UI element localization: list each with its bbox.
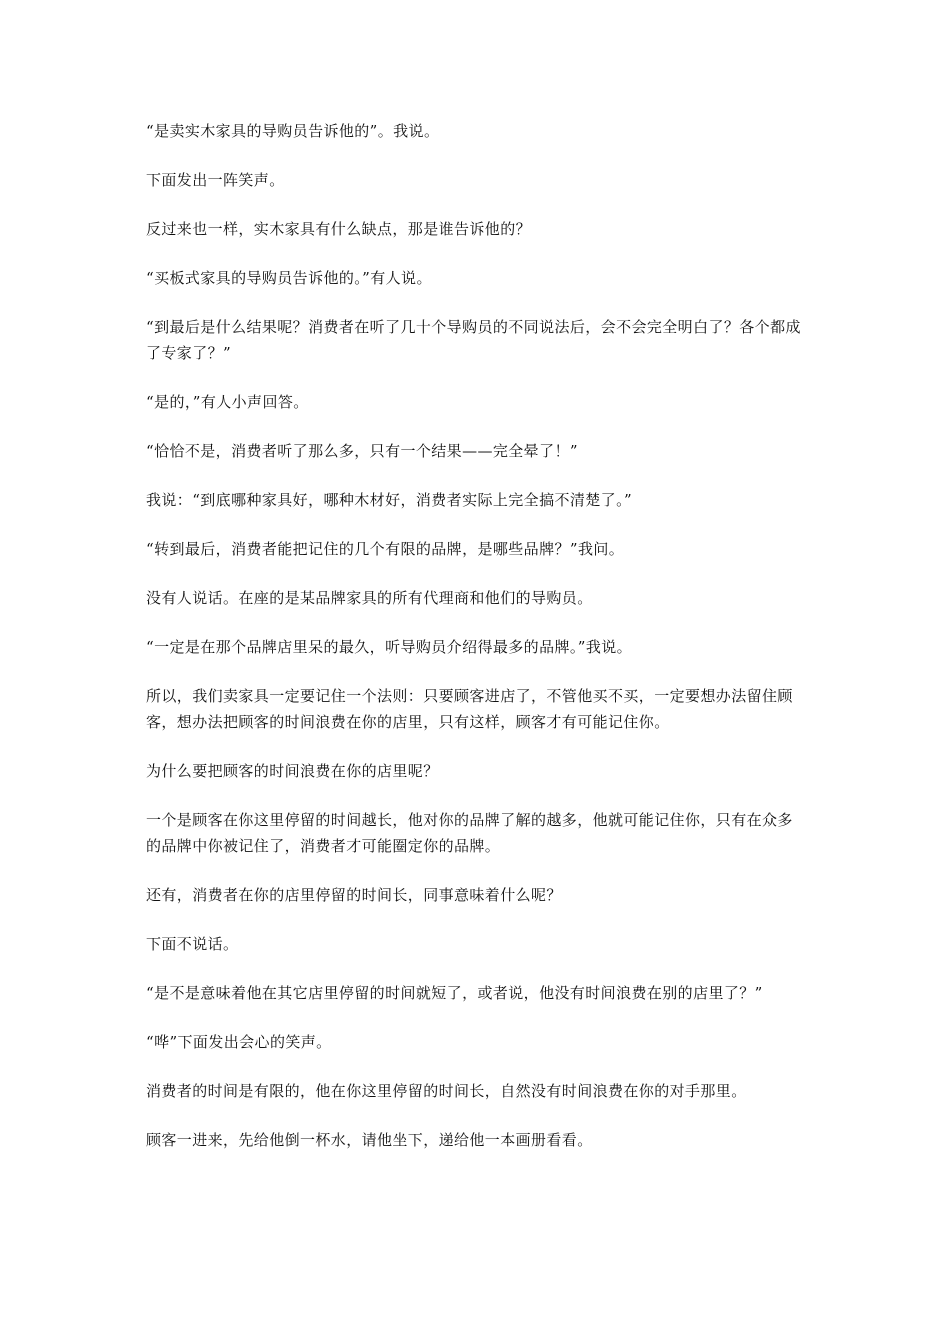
paragraph: “一定是在那个品牌店里呆的最久，听导购员介绍得最多的品牌。”我说。 [146,638,633,656]
paragraph: 为什么要把顾客的时间浪费在你的店里呢？ [146,762,439,780]
paragraph: 消费者的时间是有限的，他在你这里停留的时间长，自然没有时间浪费在你的对手那里。 [146,1082,747,1100]
paragraph: “恰恰不是，消费者听了那么多，只有一个结果——完全晕了！” [146,442,578,460]
document-body [146,118,806,1176]
paragraph: “是卖实木家具的导购员告诉他的”。我说。 [146,122,440,140]
paragraph: 反过来也一样，实木家具有什么缺点，那是谁告诉他的？ [146,220,532,238]
paragraph: 所以，我们卖家具一定要记住一个法则：只要顾客进店了，不管他买不买，一定要想办法留住顾客，想办法把顾客的时间浪费在你的店里，只有这样，顾客才有可能记住你。 [146,687,793,731]
paragraph: 顾客一进来，先给他倒一杯水，请他坐下，递给他一本画册看看。 [146,1131,593,1149]
paragraph: 下面发出一阵笑声。 [146,171,285,189]
paragraph: “是的，”有人小声回答。 [146,393,309,411]
paragraph: 下面不说话。 [146,935,239,953]
paragraph: 没有人说话。在座的是某品牌家具的所有代理商和他们的导购员。 [146,589,593,607]
paragraph: “到最后是什么结果呢？消费者在听了几十个导购员的不同说法后，会不会完全明白了？各个都成了专家了？” [146,318,801,362]
paragraph: 还有，消费者在你的店里停留的时间长，同事意味着什么呢？ [146,886,562,904]
paragraph: “买板式家具的导购员告诉他的。”有人说。 [146,269,432,287]
paragraph: 一个是顾客在你这里停留的时间越长，他对你的品牌了解的越多，他就可能记住你，只有在众多的品牌中你被记住了，消费者才可能圈定你的品牌。 [146,811,793,855]
paragraph: “哗”下面发出会心的笑声。 [146,1033,332,1051]
paragraph: “转到最后，消费者能把记住的几个有限的品牌，是哪些品牌？”我问。 [146,540,625,558]
paragraph: 我说：“到底哪种家具好，哪种木材好，消费者实际上完全搞不清楚了。” [146,491,633,509]
paragraph: “是不是意味着他在其它店里停留的时间就短了，或者说，他没有时间浪费在别的店里了？” [146,984,763,1002]
